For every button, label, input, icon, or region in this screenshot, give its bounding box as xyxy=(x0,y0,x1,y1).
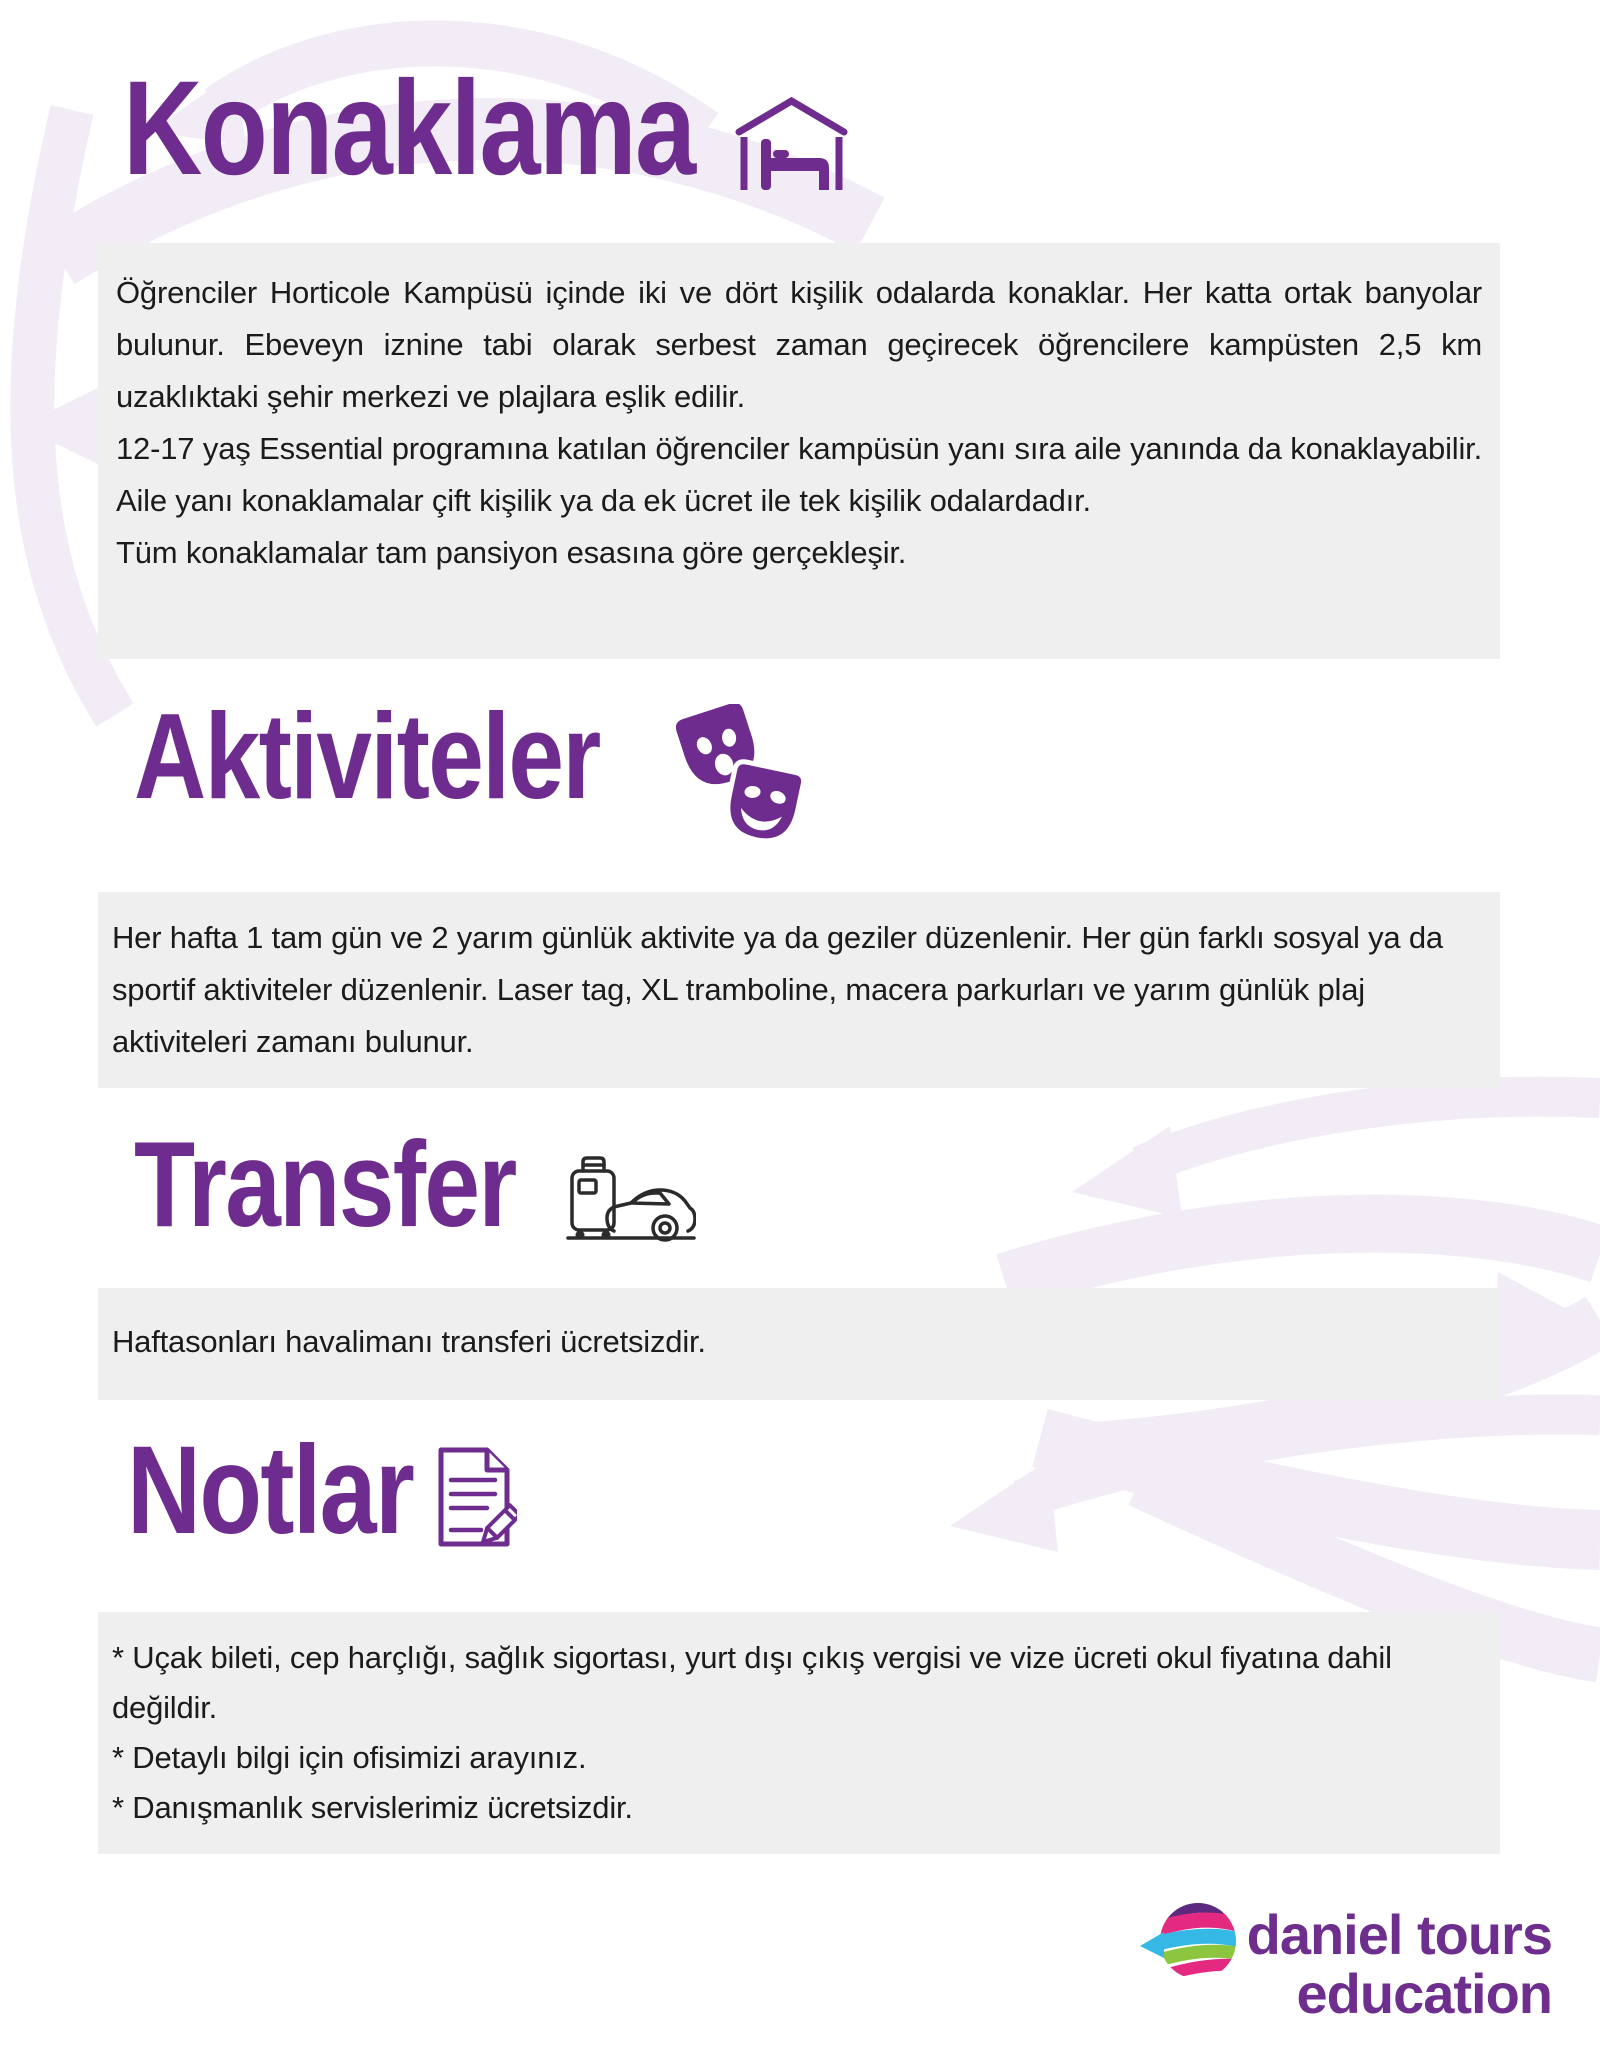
section-title-notlar: Notlar xyxy=(127,1421,414,1560)
notlar-text-block xyxy=(98,1612,1500,1854)
paragraph: Tüm konaklamalar tam pansiyon esasına göre gerçekleşir. xyxy=(116,535,907,570)
notes-pencil-icon xyxy=(437,1446,517,1548)
brand-wordmark xyxy=(1247,1905,1552,2023)
swirl-arrowhead xyxy=(1072,1126,1182,1218)
daniel-tours-globe-logo-icon xyxy=(1138,1900,1246,1984)
paragraph: 12-17 yaş Essential programına katılan öğrenciler kampüsün yanı sıra aile yanında da konaklayabilir. Aile yanı konaklamalar çift kişilik ya da ek ücret ile tek kişilik odalardadır. xyxy=(116,431,1482,518)
brand-line2: education xyxy=(1296,1962,1552,2025)
bed-house-icon xyxy=(733,95,850,190)
swirl-arrowhead xyxy=(950,1460,1058,1552)
car-luggage-icon xyxy=(566,1138,696,1243)
section-title-konaklama: Konaklama xyxy=(123,54,695,203)
note-item: * Danışmanlık servislerimiz ücretsizdir. xyxy=(112,1790,633,1825)
note-item: * Uçak bileti, cep harçlığı, sağlık sigortası, yurt dışı çıkış vergisi ve vize ücreti okul fiyatına dahil değildir. xyxy=(112,1640,1392,1725)
paragraph: Öğrenciler Horticole Kampüsü içinde iki ve dört kişilik odalarda konaklar. Her katta ortak banyolar bulunur. Ebeveyn iznine tabi olarak serbest zaman geçirecek öğrencilere kampüsten 2,5 km uzaklıktaki şehir merkezi ve plajlara eşlik edilir. xyxy=(116,275,1482,414)
aktiviteler-text-block xyxy=(98,892,1500,1088)
konaklama-text-block xyxy=(98,243,1500,659)
paragraph: Haftasonları havalimanı transferi ücretsizdir. xyxy=(112,1324,706,1359)
theater-masks-icon xyxy=(672,704,806,856)
brand-line1: daniel tours xyxy=(1246,1903,1552,1966)
paragraph: Her hafta 1 tam gün ve 2 yarım günlük aktivite ya da geziler düzenlenir. Her gün farklı sosyal ya da sportif aktiviteler düzenlenir. Laser tag, XL tramboline, macera parkurları ve yarım günlük plaj aktiviteleri zamanı bulunur. xyxy=(112,920,1443,1059)
transfer-text-block xyxy=(98,1288,1500,1400)
section-title-transfer: Transfer xyxy=(134,1116,516,1252)
note-item: * Detaylı bilgi için ofisimizi arayınız. xyxy=(112,1740,587,1775)
section-title-aktiviteler: Aktiviteler xyxy=(134,688,600,824)
